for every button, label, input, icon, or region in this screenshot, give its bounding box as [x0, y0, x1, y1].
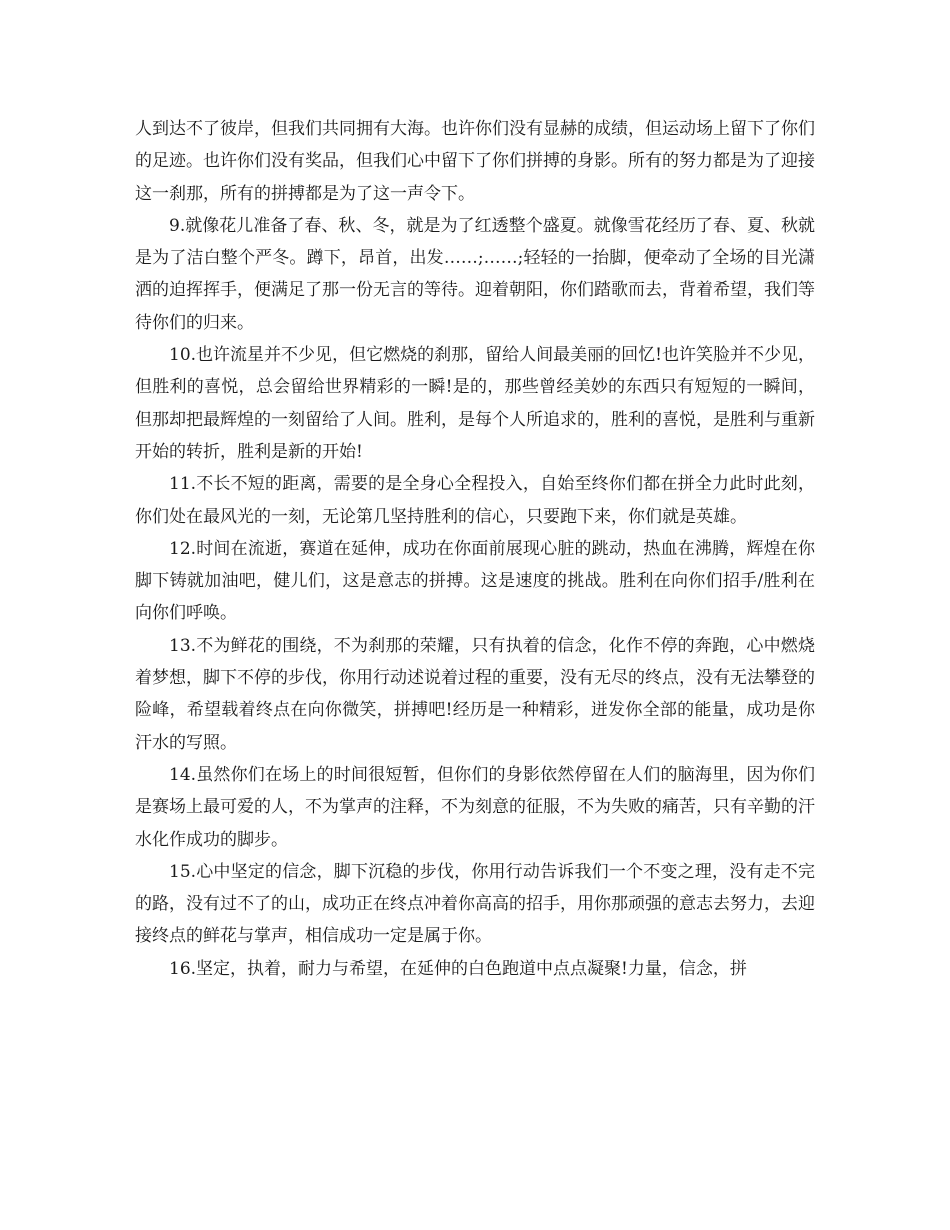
- text-line: 努力都是为了迎接这一刹那，所有的拼搏都是为了这一声令下。: [135, 151, 815, 204]
- text-line: 没有无法攀登的险峰，希望载着终点在向你微笑，拼搏吧!经历是一种精彩，迸发: [135, 668, 815, 721]
- paragraph: [135, 339, 815, 468]
- document-body: [135, 113, 815, 985]
- text-line: 夏、秋就是为了洁白整个严冬。蹲下，昂首，出发……;……;轻轻的一抬脚，便牵: [135, 215, 816, 269]
- text-line: 是英雄。: [679, 506, 747, 527]
- text-line: 有走不完的路，没有过不了的山，成功正在终点冲着你高高的招手，用你那顽强的: [135, 861, 816, 915]
- paragraph: [135, 210, 815, 339]
- text-line: 意志去努力，去迎接终点的鲜花与掌声，相信成功一定是属于你。: [135, 894, 815, 947]
- text-line: 9.就像花儿准备了春、秋、冬，就是为了红透整个盛夏。就像雪花经历了春、: [169, 215, 747, 236]
- text-line: 16.坚定，执着，耐力与希望，在延伸的白色跑道中点点凝聚!力量，信念，拼: [169, 958, 747, 979]
- paragraph: [135, 113, 815, 210]
- text-line: 心中燃烧着梦想，脚下不停的步伐，你用行动述说着过程的重要，没有无尽的终点，: [135, 635, 816, 689]
- text-line: 13.不为鲜花的围绕，不为刹那的荣耀，只有执着的信念，化作不停的奔跑，: [169, 635, 747, 656]
- paragraph: [135, 533, 815, 630]
- text-line: 时此刻，你们处在最风光的一刻，无论第几坚持胜利的信心，只要跑下来，你们就: [135, 474, 816, 527]
- text-line: 苦，只有辛勤的汗水化作成功的脚步。: [135, 797, 815, 850]
- text-line: 12.时间在流逝，赛道在延伸，成功在你面前展现心脏的跳动，热血在沸腾，: [169, 538, 747, 559]
- text-line: 你们招手/胜利在向你们呼唤。: [135, 571, 815, 624]
- paragraph: [135, 856, 815, 953]
- paragraph: [135, 630, 815, 759]
- text-line: 11.不长不短的距离，需要的是全身心全程投入，自始至终你们都在拼全力此: [169, 474, 747, 495]
- text-line: 人到达不了彼岸，但我们共同拥有大海。也许你们没有显赫的成绩，但运动场上留: [135, 119, 747, 139]
- paragraph: [135, 759, 815, 856]
- text-line: 14.虽然你们在场上的时间很短暂，但你们的身影依然停留在人们的脑海里，: [169, 764, 747, 785]
- text-line: 因为你们是赛场上最可爱的人，不为掌声的注释，不为刻意的征服，不为失败的痛: [135, 764, 816, 818]
- text-line: 10.也许流星并不少见，但它燃烧的刹那，留给人间最美丽的回忆!也许笑脸并: [169, 345, 747, 366]
- text-line: 下了你们的足迹。也许你们没有奖品，但我们心中留下了你们拼搏的身影。所有的: [135, 119, 815, 172]
- text-line: 辉煌在你脚下铸就加油吧，健儿们，这是意志的拼搏。这是速度的挑战。胜利在向: [135, 538, 816, 592]
- text-line: 你全部的能量，成功是你汗水的写照。: [135, 700, 815, 753]
- text-line: 不少见，但胜利的喜悦，总会留给世界精彩的一瞬!是的，那些曾经美妙的东西只: [135, 345, 815, 398]
- text-line: 15.心中坚定的信念，脚下沉稳的步伐，你用行动告诉我们一个不变之理，没: [169, 861, 747, 882]
- text-line: 动了全场的目光潇洒的迫挥挥手，便满足了那一份无言的等待。迎着朝阳，你们踏: [135, 248, 815, 301]
- text-line: 胜利的喜悦，是胜利与重新开始的转折，胜利是新的开始!: [135, 409, 815, 462]
- paragraph: [135, 953, 815, 985]
- text-line: 有短短的一瞬间，但那却把最辉煌的一刻留给了人间。胜利，是每个人所追求的，: [135, 377, 815, 430]
- paragraph: [135, 468, 815, 533]
- text-line: 歌而去，背着希望，我们等待你们的归来。: [135, 280, 815, 333]
